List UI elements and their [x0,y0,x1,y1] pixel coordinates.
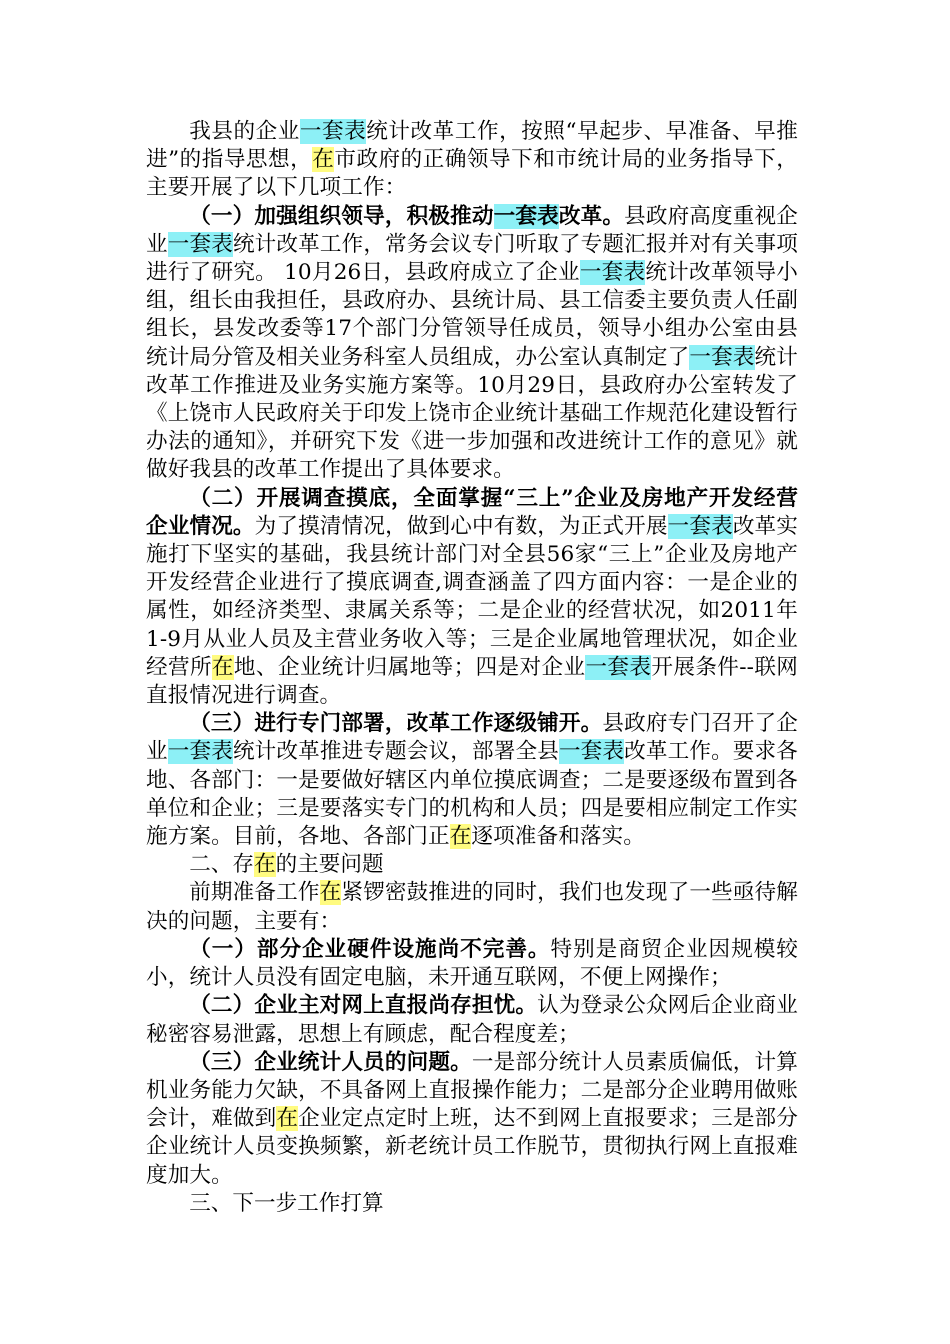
paragraph [146,118,798,203]
text-run: 统计改革领导小组，组长由我担任，县政府办、县统计局、县工信委主要负责人任副组长，县发改委等17个部门分管领导任成员，领导小组办公室由县统计局分管及相关业务科室人员组成，办公室认真制定了 [146,260,798,370]
highlighted-term: 一套表 [558,739,625,765]
bold-text-run: （一）部分企业硬件设施尚不完善。 [189,936,551,962]
highlighted-term: 在 [253,852,276,878]
bold-text-run: （二）企业主对网上直报尚存担忧。 [189,993,538,1019]
document-body [146,118,798,1218]
text-run: 改革实施打下坚实的基础，我县统计部门对全县56家“三上”企业及房地产开发经营企业进行了摸底调查,调查涵盖了四方面内容：一是企业的属性，如经济类型、隶属关系等；二是企业的经营状况，如2011年1-9月从业人员及主营业务收入等；三是企业属地管理状况，如企业经营所 [146,513,798,680]
highlighted-term: 在 [449,824,472,850]
text-run: 认为登录公众网后企业商业秘密容易泄露，思想上有顾虑，配合程度差； [146,993,798,1047]
bold-text-run: （三）进行专门部署，改革工作逐级铺开。 [189,711,603,737]
highlighted-term: 一套表 [667,513,733,539]
bold-text-run: （三）企业统计人员的问题。 [189,1049,472,1075]
bold-text-run: （一）加强组织领导，积极推动 [189,203,494,229]
highlighted-term: 在 [312,147,335,173]
paragraph [146,879,798,935]
text-run: 一是部分统计人员素质偏低，计算机业务能力欠缺，不具备网上直报操作能力；二是部分企业聘用做账会计，难做到 [146,1049,798,1132]
paragraph [146,1049,798,1190]
highlighted-term: 在 [211,654,234,680]
text-run: 县政府专门召开了企业 [146,711,798,765]
text-run: 改革工作。要求各地、各部门：一是要做好辖区内单位摸底调查；二是要逐级布置到各单位和企业；三是要落实专门的机构和人员；四是要相应制定工作实施方案。目前，各地、各部门正 [146,739,798,850]
text-run: 地、企业统计归属地等；四是对企业 [233,654,586,680]
highlighted-term: 一套表 [299,119,367,144]
highlighted-term: 一套表 [167,739,233,765]
paragraph [146,485,798,711]
text-run: 县政府高度重视企业 [146,203,798,257]
highlighted-term: 一套表 [579,260,646,286]
bold-text-run: （二）开展调查摸底，全面掌握“三上”企业及房地产开发经营企业情况。 [146,485,798,539]
text-run: 统计改革工作推进及业务实施方案等。10月29日，县政府办公室转发了《上饶市人民政府关于印发上饶市企业统计基础工作规范化建设暂行办法的通知》，并研究下发《进一步加强和改进统计工作的意见》就做好我县的改革工作提出了具体要求。 [146,344,798,483]
text-run: 二、存 [189,852,254,878]
text-run: 统计改革工作，常务会议专门听取了专题汇报并对有关事项进行了研究。 10月26日，县政府成立了企业 [146,231,798,286]
paragraph [146,936,798,992]
text-run: 逐项准备和落实。 [471,824,645,850]
text-run: 企业定点定时上班，达不到网上直报要求；三是部分企业统计人员变换频繁，新老统计员工作脱节，贯彻执行网上直报难度加大。 [146,1106,798,1188]
paragraph [146,992,798,1048]
text-run: 我县的企业 [189,119,300,144]
section-heading [146,1190,798,1218]
text-run: 特别是商贸企业因规模较小，统计人员没有固定电脑，未开通互联网，不便上网操作； [146,936,798,991]
section-heading [146,851,798,879]
text-run: 为了摸清情况，做到心中有数，为正式开展 [254,513,668,539]
text-run: 开展条件--联网直报情况进行调查。 [146,654,798,709]
highlighted-term: 一套表 [689,344,755,370]
highlighted-term: 在 [276,1106,299,1132]
bold-text-run: 改革。 [558,203,625,229]
highlighted-term: 一套表 [585,654,652,680]
text-run: 三、下一步工作打算 [189,1190,384,1216]
text-run: 统计改革推进专题会议，部署全县 [232,739,559,765]
highlighted-term: 在 [319,880,342,906]
paragraph [146,203,798,485]
text-run: 统计改革工作，按照“早起步、早准备、早推进”的指导思想， [146,119,798,173]
text-run: 前期准备工作 [189,880,320,906]
highlighted-term: 一套表 [167,231,233,257]
text-run: 市政府的正确领导下和市统计局的业务指导下，主要开展了以下几项工作： [146,147,798,201]
highlighted-term: 一套表 [493,203,559,229]
text-run: 紧锣密鼓推进的同时，我们也发现了一些亟待解决的问题，主要有： [146,880,798,934]
text-run: 的主要问题 [275,852,384,878]
paragraph [146,710,798,851]
